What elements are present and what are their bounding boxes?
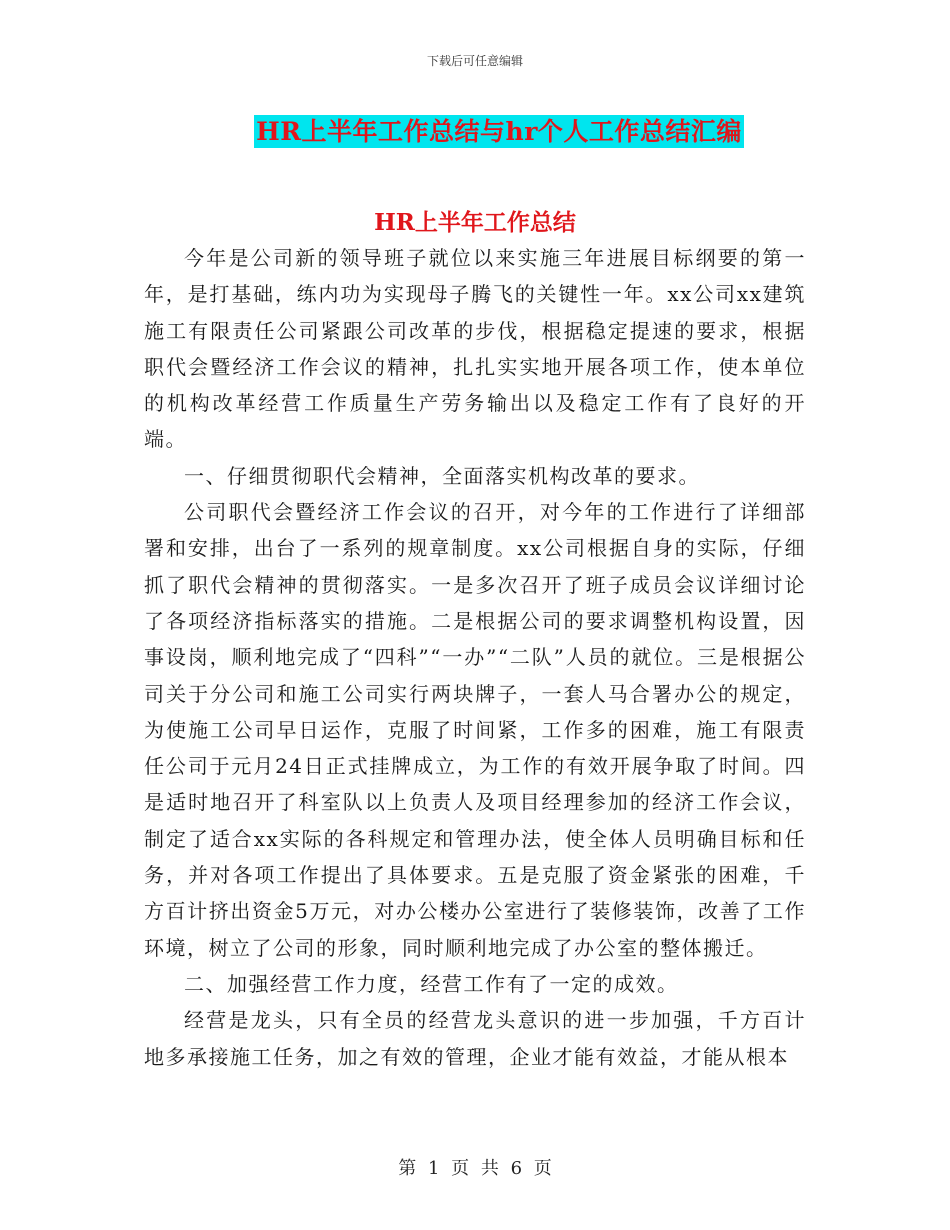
body-text [144,240,806,1075]
document-title [0,112,950,148]
paragraph: 今年是公司新的领导班子就位以来实施三年进展目标纲要的第一年，是打基础，练内功为实现母子腾飞的关键性一年。xx公司xx建筑施工有限责任公司紧跟公司改革的步伐，根据稳定提速的要求，根据职代会暨经济工作会议的精神，扎扎实实地开展各项工作，使本单位的机构改革经营工作质量生产劳务输出以及稳定工作有了良好的开端。 [144,246,806,452]
document-title-text: HR上半年工作总结与hr个人工作总结汇编 [256,117,742,146]
section-title: HR上半年工作总结 [374,209,576,236]
page-number-footer: 第 1 页 共 6 页 [398,1158,552,1179]
paragraph: 二、加强经营工作力度，经营工作有了一定的成效。 [184,971,679,996]
paragraph: 公司职代会暨经济工作会议的召开，对今年的工作进行了详细部署和安排，出台了一系列的规章制度。xx公司根据自身的实际，仔细抓了职代会精神的贯彻落实。一是多次召开了班子成员会议详细讨论了各项经济指标落实的措施。二是根据公司的要求调整机构设置，因事设岗，顺利地完成了“四科”“一办”“二队”人员的就位。三是根据公司关于分公司和施工公司实行两块牌子，一套人马合署办公的规定，为使施工公司早日运作，克服了时间紧，工作多的困难，施工有限责任公司于元月24日正式挂牌成立，为工作的有效开展争取了时间。四是适时地召开了科室队以上负责人及项目经理参加的经济工作会议，制定了适合xx实际的各科规定和管理办法，使全体人员明确目标和任务，并对各项工作提出了具体要求。五是克服了资金紧张的困难，千方百计挤出资金5万元，对办公楼办公室进行了装修装饰，改善了工作环境，树立了公司的形象，同时顺利地完成了办公室的整体搬迁。 [144,500,806,960]
header-note: 下载后可任意编辑 [426,54,523,68]
paragraph: 经营是龙头，只有全员的经营龙头意识的进一步加强，千方百计地多承接施工任务，加之有效的管理，企业才能有效益，才能从根本 [144,1008,806,1069]
paragraph: 一、仔细贯彻职代会精神，全面落实机构改革的要求。 [184,463,700,488]
